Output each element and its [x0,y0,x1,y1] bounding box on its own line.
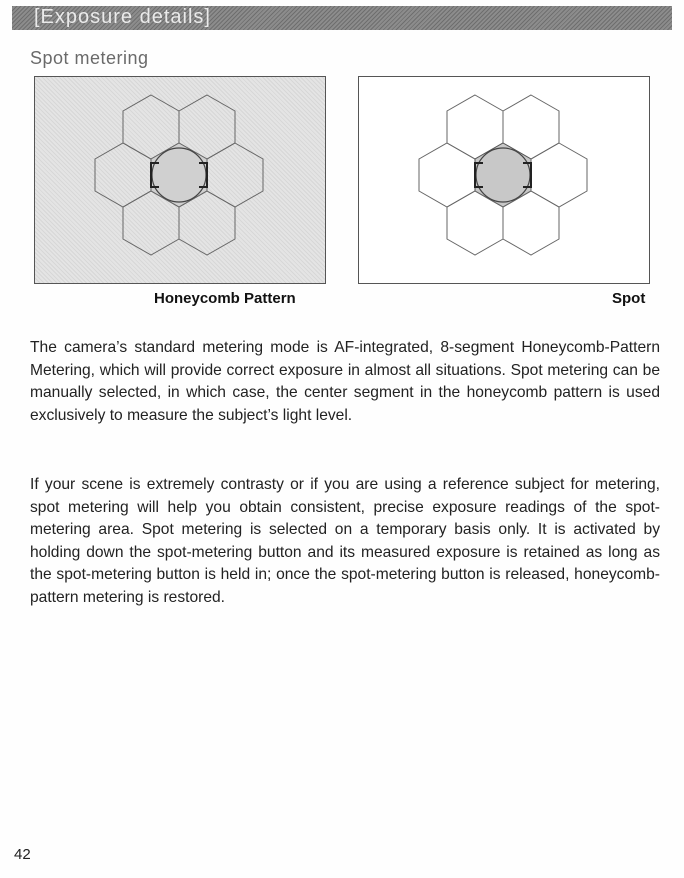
header-band [12,6,672,30]
spot-caption: Spot [612,290,646,307]
segment-center-active [475,143,531,207]
paragraph-1: The camera’s standard metering mode is AF-integrated, 8-segment Honeycomb-Pattern Metering, which will provide correct exposure in almost all situations. Spot metering can be manually selected, in which case, the center segment in the honeycomb pattern is used exclusively to measure the subject’s light level. [30,339,660,424]
segment-right [207,143,263,207]
honeycomb-svg [35,77,327,285]
segment-left [419,143,475,207]
spot-diagram [358,76,650,284]
spot-svg [359,77,651,285]
page-number: 42 [14,846,31,863]
paragraph-2: If your scene is extremely contrasty or if you are using a reference subject for metering, spot metering will help you obtain consistent, precise exposure readings of the spot-metering area. Spot metering is selected on a temporary basis only. It is activated by holding down the spot-metering button and its measured exposure is retained as long as the spot-metering button is held in; once the spot-metering button is released, honeycomb-pattern metering is restored. [30,476,660,606]
section-title: Spot metering [30,48,149,68]
honeycomb-caption: Honeycomb Pattern [154,290,296,307]
honeycomb-pattern-diagram [34,76,326,284]
segment-center [151,143,207,207]
header-title: [Exposure details] [34,6,211,28]
segment-left [95,143,151,207]
segment-right [531,143,587,207]
